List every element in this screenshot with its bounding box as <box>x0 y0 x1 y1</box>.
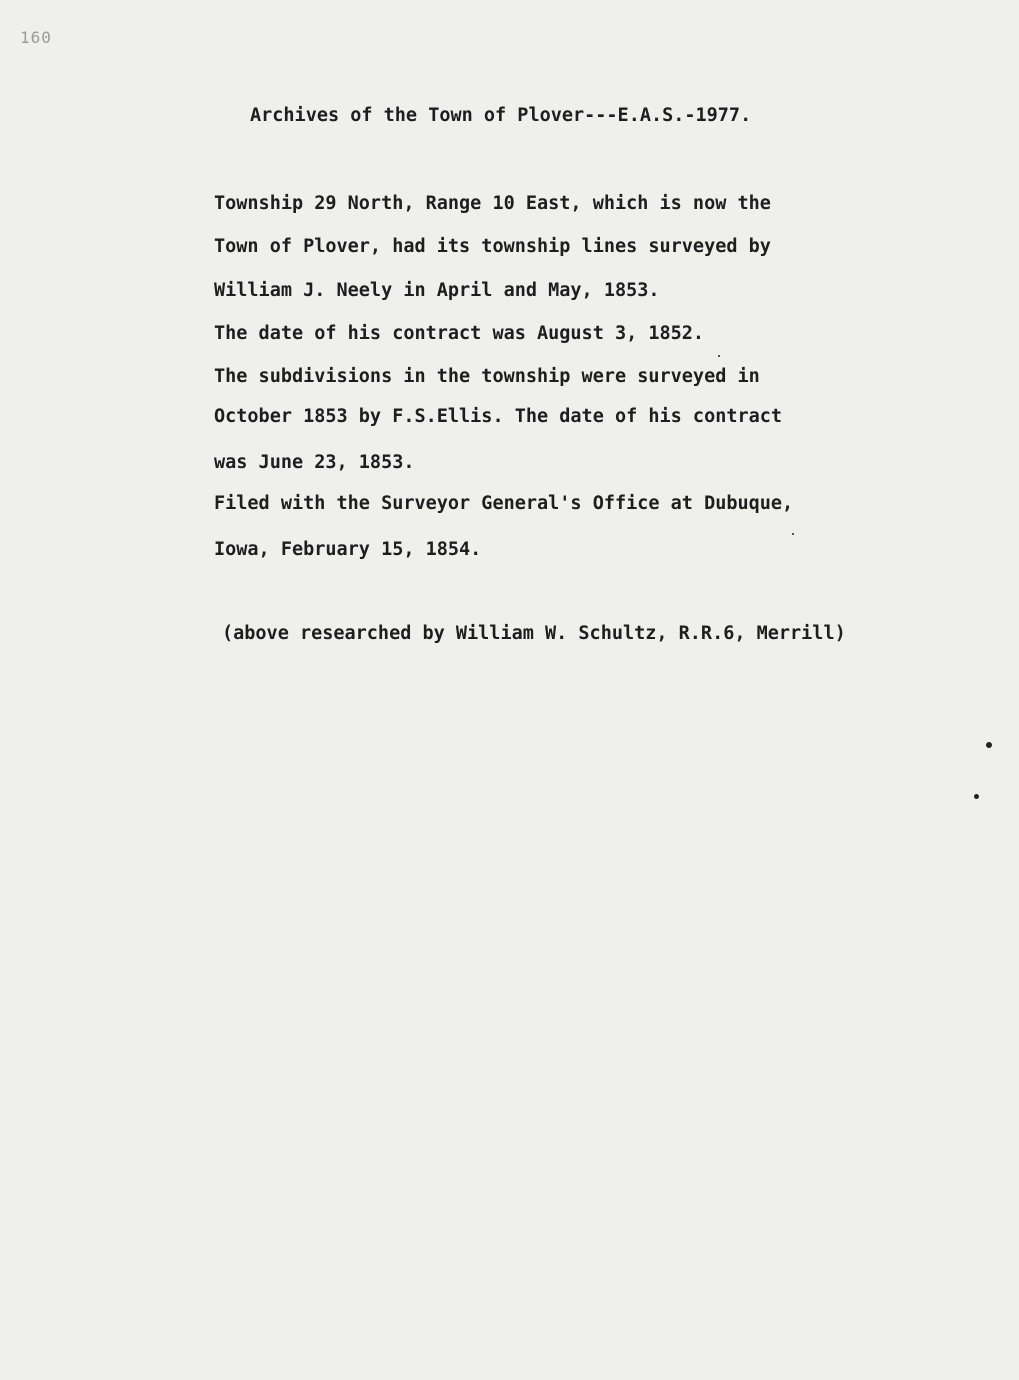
body-line-1: Township 29 North, Range 10 East, which is now the <box>214 193 771 214</box>
body-line-2: Town of Plover, had its township lines surveyed by <box>214 236 771 257</box>
body-line-4: The date of his contract was August 3, 1852. <box>214 323 705 344</box>
body-line-3: William J. Neely in April and May, 1853. <box>214 280 660 301</box>
body-line-8: Filed with the Surveyor General's Office at Dubuque, <box>214 493 794 514</box>
ink-speck <box>974 794 979 799</box>
ink-speck <box>986 742 992 748</box>
ink-speck <box>718 355 720 357</box>
body-line-9: Iowa, February 15, 1854. <box>214 539 482 560</box>
body-line-6: October 1853 by F.S.Ellis. The date of his contract <box>214 406 783 427</box>
research-credit: (above researched by William W. Schultz, R.R.6, Merrill) <box>222 623 846 644</box>
page-number: 160 <box>20 28 52 47</box>
document-title: Archives of the Town of Plover---E.A.S.-1977. <box>250 105 752 126</box>
ink-speck <box>792 533 794 535</box>
body-line-5: The subdivisions in the township were surveyed in <box>214 366 760 387</box>
body-line-7: was June 23, 1853. <box>214 452 415 473</box>
